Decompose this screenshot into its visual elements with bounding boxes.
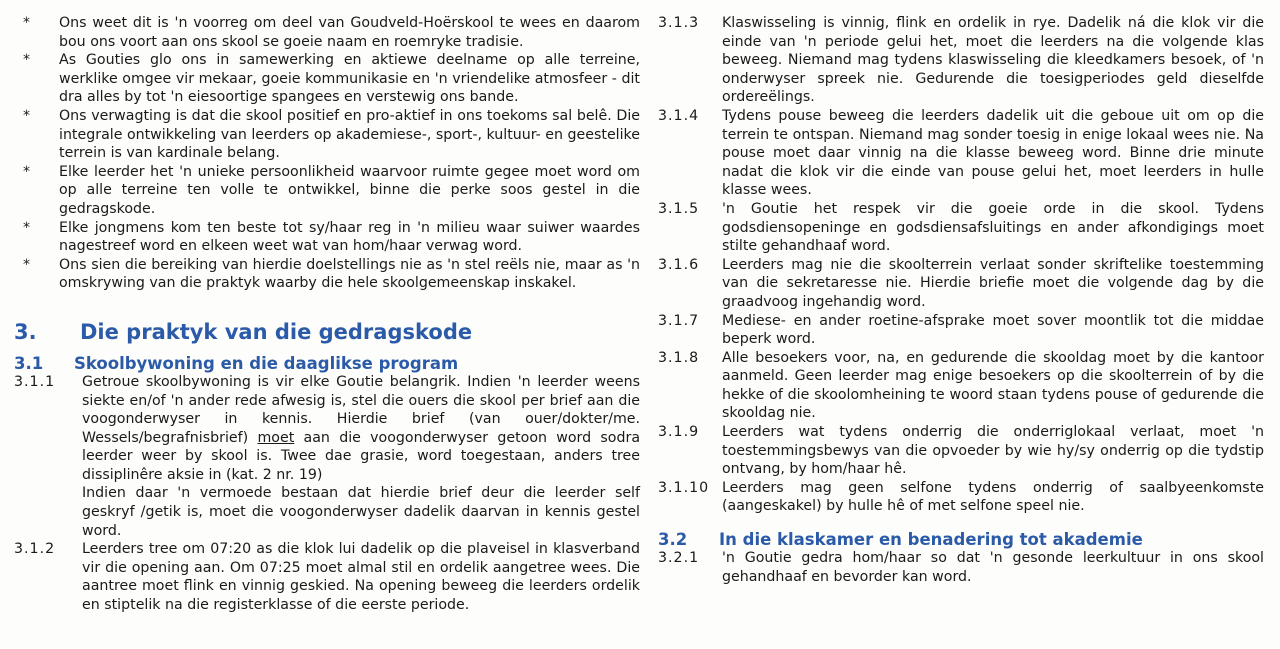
item-text: Leerders mag geen selfone tydens onderrig of saalbyeenkomste (aangeskakel) by hulle hê of met selfone speel nie. [722, 479, 1264, 515]
item-text: 'n Goutie het respek vir die goeie orde in die skool. Tydens godsdiensopeninge en godsdiensafsluitings en ander afkondigings moet stilte gehandhaaf word. [722, 200, 1264, 255]
bullet-list [14, 14, 640, 293]
item-number: 3.1.6 [658, 256, 700, 273]
item-3-1-4 [658, 107, 1264, 200]
bullet-text: As Gouties glo ons in samewerking en aktiewe deelname op alle terreine, werklike omgee vir mekaar, goeie kommunikasie en 'n vriendelike atmosfeer - dit dra alles by tot 'n eiesoortige spangees en verstewig ons bande. [59, 52, 640, 106]
asterisk-icon: * [23, 256, 30, 273]
item-text: Tydens pouse beweeg die leerders dadelik uit die geboue uit om op die terrein te ontspan. Niemand mag sonder toesig in enige lokaal wees nie. Na pouse moet daar vinnig na die klasse beweeg word. Binne drie minute nadat die klok vir die einde van pouse gelui het, moet leerders in hulle klasse wees. [722, 107, 1264, 199]
bullet-item [14, 14, 640, 51]
item-3-1-6 [658, 256, 1264, 312]
subsection-number: 3.1 [14, 353, 44, 373]
item-text: Mediese- en ander roetine-afsprake moet sover moontlik tot die middae beperk word. [722, 312, 1264, 348]
asterisk-icon: * [23, 52, 30, 69]
left-column [14, 14, 640, 615]
asterisk-icon: * [23, 163, 30, 180]
subsection-title: Skoolbywoning en die daaglikse program [74, 353, 459, 373]
section-number: 3. [14, 319, 37, 344]
asterisk-icon: * [23, 219, 30, 236]
item-number: 3.1.9 [658, 424, 700, 441]
bullet-item [14, 51, 640, 107]
item-3-2-1 [658, 549, 1264, 586]
item-number: 3.1.3 [658, 15, 700, 31]
subsection-number: 3.2 [658, 530, 688, 550]
item-3-1-1-para2: Indien daar 'n vermoede bestaan dat hierdie brief deur die leerder self geskryf /getik is, moet die voogonderwyser dadelik daarvan in kennis gestel word. [82, 485, 640, 539]
item-number: 3.1.1 [14, 373, 56, 390]
item-number: 3.1.4 [658, 107, 700, 124]
bullet-item [14, 107, 640, 163]
subsection-title: In die klaskamer en benadering tot akademie [719, 530, 1143, 550]
item-text-a: Getroue skoolbywoning is vir elke Goutie belangrik. Indien 'n leerder weens siekte en/of 'n ander rede afwesig is, stel die ouers die skool per brief aan die voogonderwyser in kennis. Hierdie brief (van ouer/dokter/me. Wessels/begrafnisbrief) [82, 373, 640, 446]
item-number: 3.1.7 [658, 312, 700, 329]
asterisk-icon: * [23, 107, 30, 124]
item-text: Alle besoekers voor, na, en gedurende die skooldag moet by die kantoor aanmeld. Geen leerder mag enige besoekers op die skoolterrein of by die hekke of die skoolomheining te woord staan tydens pouse of gedurende die skooldag nie. [722, 349, 1264, 422]
item-text: 'n Goutie gedra hom/haar so dat 'n gesonde leerkultuur in ons skool gehandhaaf en bevorder kan word. [722, 550, 1264, 585]
subsection-heading-3-2 [658, 530, 1264, 549]
item-text-b: aan die voogonderwyser getoon word sodra leerder weer by skool is. Twee dae grasie, word toegestaan, anders tree dissiplinêre aksie in (kat. 2 nr. 19) [82, 429, 641, 483]
section-heading [14, 320, 640, 344]
bullet-text: Elke leerder het 'n unieke persoonlikheid waarvoor ruimte gegee moet word om op alle terreine ten volle te ontwikkel, binne die perke soos gestel in die gedragskode. [59, 163, 640, 217]
item-number: 3.1.5 [658, 200, 700, 217]
item-number: 3.1.8 [658, 349, 700, 366]
bullet-text: Ons sien die bereiking van hierdie doelstellings nie as 'n stel reëls nie, maar as 'n omskrywing van die praktyk waarby die hele skoolgemeenskap inskakel. [59, 256, 640, 292]
section-title: Die praktyk van die gedragskode [80, 319, 473, 344]
item-text: Leerders tree om 07:20 as die klok lui dadelik op die plaveisel in klasverband vir die opening aan. Om 07:25 moet almal stil en ordelik aangetree wees. Die aantree moet flink en vinnig geskied. Na opening beweeg die leerders ordelik en stiptelik na die registerklasse of die eerste periode. [82, 541, 640, 614]
item-number: 3.1.10 [658, 479, 710, 496]
bullet-item [14, 219, 640, 256]
item-number: 3.2.1 [658, 550, 700, 567]
bullet-text: Elke jongmens kom ten beste tot sy/haar reg in 'n milieu waar suiwer waardes nagestreef word en elkeen weet wat van hom/haar verwag word. [59, 219, 640, 255]
bullet-text: Ons weet dit is 'n voorreg om deel van Goudveld-Hoërskool te wees en daarom bou ons voort aan ons skool se goeie naam en roemryke tradisie. [59, 15, 640, 50]
item-text: Klaswisseling is vinnig, flink en ordelik in rye. Dadelik ná die klok vir die einde van 'n periode gelui het, moet die leerders na die volgende klas beweeg. Niemand mag tydens klaswisseling die kleedkamers besoek, of 'n onderwyser spreek nie. Gedurende die toesigperiodes geld dieselfde ordereëlings. [722, 15, 1264, 106]
bullet-item [14, 163, 640, 219]
item-3-1-7 [658, 312, 1264, 349]
item-number: 3.1.2 [14, 541, 56, 558]
item-3-1-1 [14, 373, 640, 485]
item-text: Leerders mag nie die skoolterrein verlaat sonder skriftelike toestemming van die sekretaresse nie. Hierdie briefie moet die volgende dag by die graadvoog ingehandig word. [722, 256, 1264, 310]
bullet-text: Ons verwagting is dat die skool positief en pro-aktief in ons toekoms sal belê. Die integrale ontwikkeling van leerders op akademiese-, sport-, kultuur- en geestelike terrein is van kardinale belang. [59, 107, 640, 162]
item-3-1-8 [658, 349, 1264, 423]
item-3-1-3 [658, 14, 1264, 107]
item-underlined-word: moet [257, 429, 295, 446]
item-3-1-5 [658, 200, 1264, 256]
item-3-1-2 [14, 540, 640, 614]
item-3-1-9 [658, 423, 1264, 479]
right-column [658, 14, 1264, 586]
bullet-item [14, 256, 640, 293]
item-3-1-10 [658, 479, 1264, 516]
asterisk-icon: * [23, 15, 30, 31]
item-text: Leerders wat tydens onderrig die onderriglokaal verlaat, moet 'n toestemmingsbewys van die opvoeder by wie hy/sy onderrig op die tydstip ontvang, by hom/haar hê. [722, 424, 1264, 478]
subsection-heading-3-1 [14, 354, 640, 373]
